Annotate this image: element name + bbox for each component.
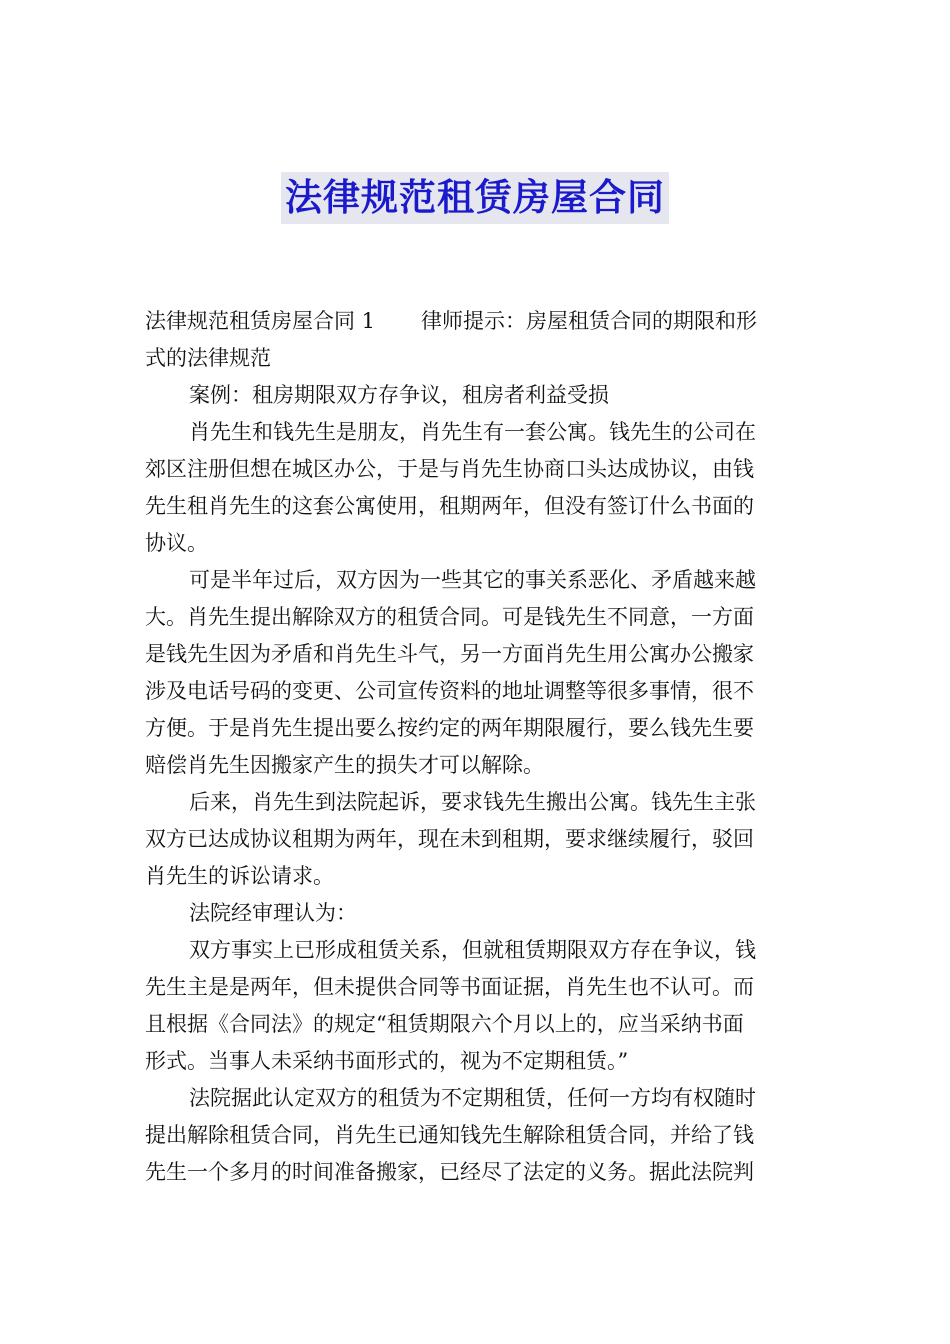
paragraph-line: 双方事实上已形成租赁关系，但就租赁期限双方存在争议，钱 bbox=[189, 938, 756, 962]
paragraph-line: 先生租肖先生的这套公寓使用，租期两年，但没有签订什么书面的 bbox=[145, 494, 754, 518]
paragraph-line: 先生主是是两年，但未提供合同等书面证据，肖先生也不认可。而 bbox=[145, 975, 754, 999]
paragraph-line: 双方已达成协议租期为两年，现在未到租期，要求继续履行，驳回 bbox=[145, 827, 754, 851]
document-title: 法律规范租赁房屋合同 bbox=[281, 172, 669, 224]
paragraph-line: 式的法律规范 bbox=[145, 346, 271, 370]
paragraph-line: 赔偿肖先生因搬家产生的损失才可以解除。 bbox=[145, 753, 544, 777]
lawyer-tip: 律师提示：房屋租赁合同的期限和形 bbox=[421, 309, 758, 333]
paragraph-line: 案例：租房期限双方存争议，租房者利益受损 bbox=[189, 383, 609, 407]
paragraph-line: 是钱先生因为矛盾和肖先生斗气，另一方面肖先生用公寓办公搬家 bbox=[145, 642, 754, 666]
paragraph-line: 大。肖先生提出解除双方的租赁合同。可是钱先生不同意，一方面 bbox=[145, 605, 754, 629]
document-body bbox=[145, 303, 805, 1191]
paragraph-line: 肖先生和钱先生是朋友，肖先生有一套公寓。钱先生的公司在 bbox=[189, 420, 756, 444]
paragraph-line: 提出解除租赁合同，肖先生已通知钱先生解除租赁合同，并给了钱 bbox=[145, 1123, 754, 1147]
paragraph-line: 方便。于是肖先生提出要么按约定的两年期限履行，要么钱先生要 bbox=[145, 716, 754, 740]
paragraph-line: 可是半年过后，双方因为一些其它的事关系恶化、矛盾越来越 bbox=[189, 568, 756, 592]
paragraph-line: 肖先生的诉讼请求。 bbox=[145, 864, 334, 888]
paragraph-line: 先生一个多月的时间准备搬家，已经尽了法定的义务。据此法院判 bbox=[145, 1160, 754, 1184]
heading-label: 法律规范租赁房屋合同 1 bbox=[145, 309, 376, 333]
paragraph-line: 郊区注册但想在城区办公，于是与肖先生协商口头达成协议，由钱 bbox=[145, 457, 754, 481]
paragraph-line: 涉及电话号码的变更、公司宣传资料的地址调整等很多事情，很不 bbox=[145, 679, 754, 703]
paragraph-line bbox=[145, 303, 805, 340]
paragraph-line: 后来，肖先生到法院起诉，要求钱先生搬出公寓。钱先生主张 bbox=[189, 790, 756, 814]
paragraph-line: 法院经审理认为： bbox=[189, 901, 357, 925]
paragraph-line: 协议。 bbox=[145, 531, 208, 555]
paragraph-line: 形式。当事人未采纳书面形式的，视为不定期租赁。” bbox=[145, 1049, 629, 1073]
paragraph-line: 且根据《合同法》的规定“租赁期限六个月以上的，应当采纳书面 bbox=[145, 1012, 744, 1036]
title-container bbox=[0, 172, 950, 224]
paragraph-line: 法院据此认定双方的租赁为不定期租赁，任何一方均有权随时 bbox=[189, 1086, 756, 1110]
